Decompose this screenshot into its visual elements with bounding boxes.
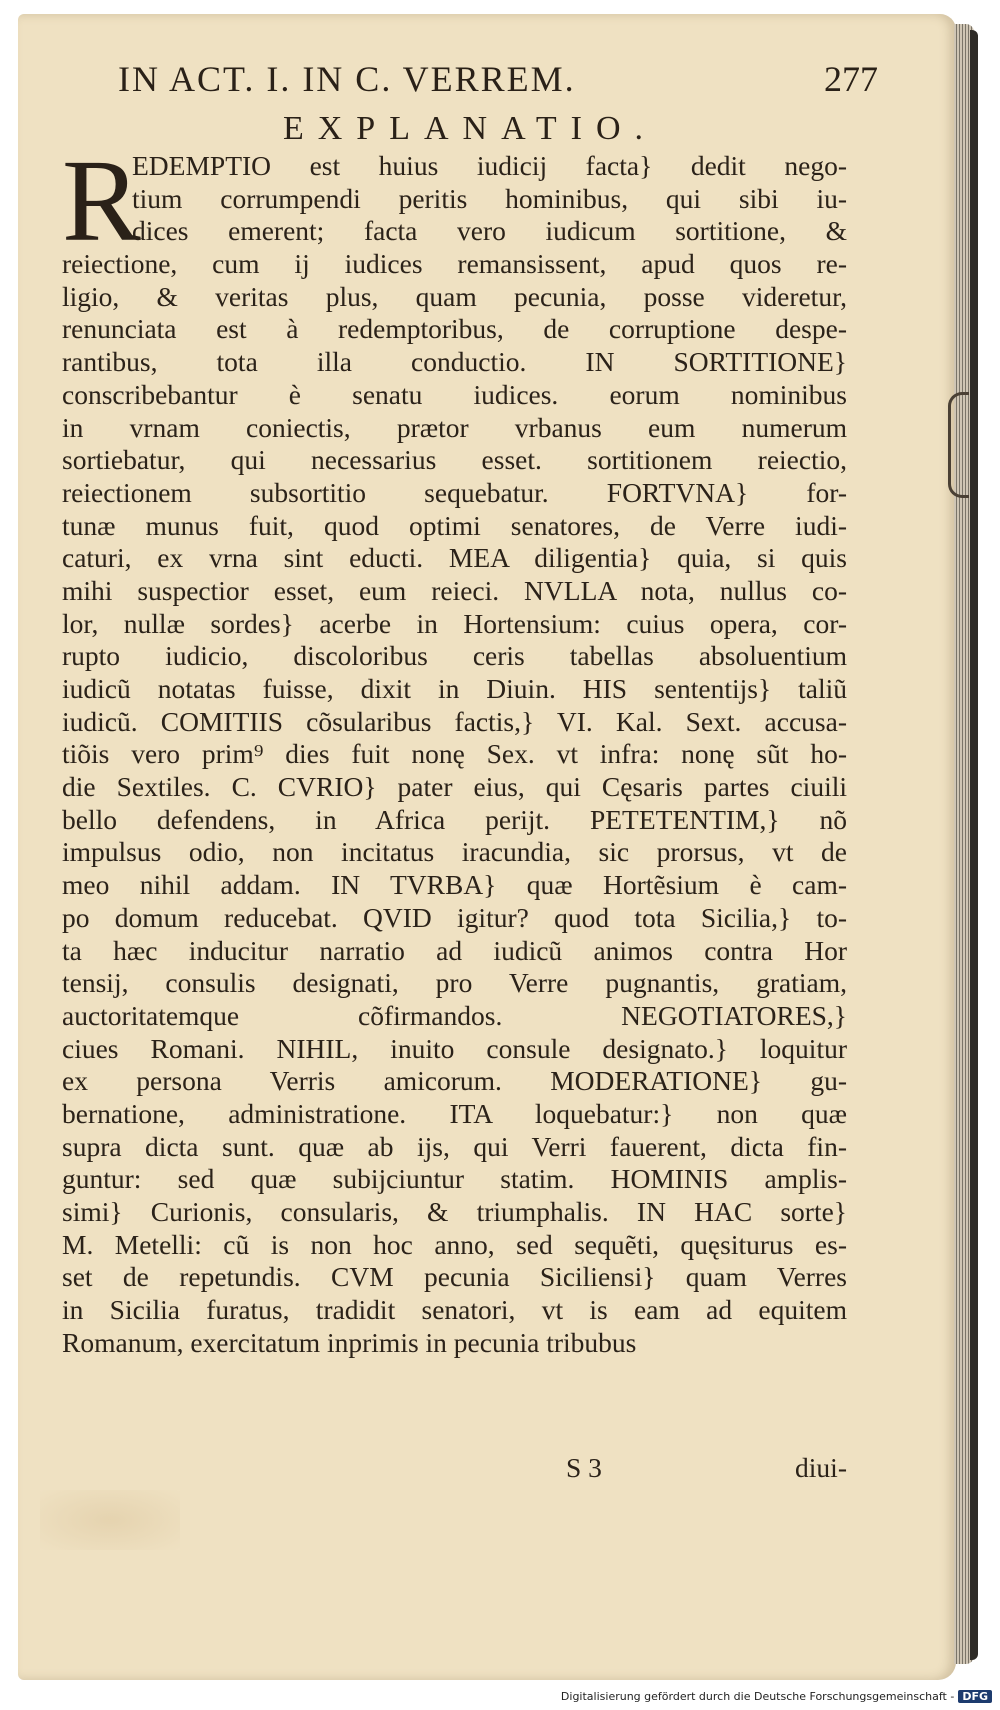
text-line: supra dicta sunt. quæ ab ijs, qui Verri fauerent, dicta fin- (62, 1130, 847, 1162)
text-line: rantibus, tota illa conductio. IN SORTITIONE} (62, 346, 847, 378)
signature-mark: S 3 (566, 1452, 602, 1483)
text-line: EDEMPTIO est huius iudicij facta} dedit nego- (132, 150, 847, 181)
text-line: impulsus odio, non incitatus iracundia, sic prorsus, vt de (62, 836, 847, 868)
text-line: meo nihil addam. IN TVRBA} quæ Hortẽsium è cam- (62, 869, 847, 901)
text-line: iudicũ. COMITIIS cõsularibus factis,} VI. Kal. Sext. accusa- (62, 705, 847, 737)
dfg-logo: DFG (958, 1690, 992, 1703)
catchword: diui- (795, 1452, 847, 1483)
text-line: caturi, ex vrna sint educti. MEA diligentia} quia, si quis (62, 542, 847, 574)
text-line: bello defendens, in Africa perijt. PETETENTIM,} nõ (62, 803, 847, 835)
commentary-text (62, 150, 847, 1359)
text-line: ta hæc inducitur narratio ad iudicũ animos contra Hor (62, 934, 847, 966)
text-line: ciues Romani. NIHIL, inuito consule designato.} loquitur (62, 1032, 847, 1064)
drop-cap: R (62, 135, 141, 266)
text-line: sortiebatur, qui necessarius esset. sortitionem reiectio, (62, 444, 847, 476)
text-line: in vrnam coniectis, prætor vrbanus eum numerum (62, 411, 847, 443)
clasp-mark (948, 392, 969, 498)
text-line: lor, nullæ sordes} acerbe in Hortensium: cuius opera, cor- (62, 607, 847, 639)
book-cover-edge (970, 30, 978, 1660)
text-line: renunciata est à redemptoribus, de corruptione despe- (62, 313, 847, 345)
text-line: tensij, consulis designati, pro Verre pugnantis, gratiam, (62, 967, 847, 999)
text-line: simi} Curionis, consularis, & triumphalis. IN HAC sorte} (62, 1196, 847, 1227)
text-line: conscribebantur è senatu iudices. eorum nominibus (62, 378, 847, 410)
text-line: reiectionem subsortitio sequebatur. FORTVNA} for- (62, 476, 847, 508)
text-line: bernatione, administratione. ITA loquebatur:} non quæ (62, 1097, 847, 1129)
credit-text: Digitalisierung gefördert durch die Deutsche Forschungsgemeinschaft - (560, 1690, 955, 1703)
text-line: iudicũ notatas fuisse, dixit in Diuin. HIS sententijs} taliũ (62, 673, 847, 704)
page-footer (62, 1452, 847, 1486)
text-line: auctoritatemque cõfirmandos. NEGOTIATORES,} (62, 999, 847, 1031)
text-line: Romanum, exercitatum inprimis in pecunia tribubus (62, 1326, 637, 1358)
text-line: ligio, & veritas plus, quam pecunia, posse videretur, (62, 280, 847, 312)
text-line: tium corrumpendi peritis hominibus, qui sibi iu- (132, 182, 847, 214)
text-line: reiectione, cum ij iudices remansissent, apud quos re- (62, 248, 847, 280)
text-line: M. Metelli: cũ is non hoc anno, sed sequẽti, quęsiturus es- (62, 1228, 847, 1260)
text-line: tiõis vero prim⁹ dies fuit nonę Sex. vt infra: nonę sũt ho- (62, 738, 847, 770)
page-number: 277 (824, 59, 878, 99)
text-line: po domum reducebat. QVID igitur? quod tota Sicilia,} to- (62, 901, 847, 933)
text-line: rupto iudicio, discoloribus ceris tabellas absoluentium (62, 640, 847, 672)
paper-stain (40, 1490, 180, 1550)
text-line: dices emerent; facta vero iudicum sortitione, & (132, 215, 847, 247)
section-title: EXPLANATIO. (282, 110, 658, 147)
text-line: die Sextiles. C. CVRIO} pater eius, qui Cęsaris partes ciuili (62, 771, 847, 803)
digitization-credit (561, 1690, 992, 1703)
text-line: tunæ munus fuit, quod optimi senatores, de Verre iudi- (62, 509, 847, 541)
text-line: ex persona Verris amicorum. MODERATIONE} gu- (62, 1065, 847, 1097)
running-head (118, 58, 878, 104)
text-line: mihi suspectior esset, eum reieci. NVLLA nota, nullus co- (62, 574, 847, 606)
running-head-title: IN ACT. I. IN C. VERREM. (118, 59, 576, 99)
text-line: in Sicilia furatus, tradidit senatori, vt is eam ad equitem (62, 1294, 847, 1326)
text-line: guntur: sed quæ subijciuntur statim. HOMINIS amplis- (62, 1163, 847, 1195)
text-line: set de repetundis. CVM pecunia Siciliensi} quam Verres (62, 1261, 847, 1293)
